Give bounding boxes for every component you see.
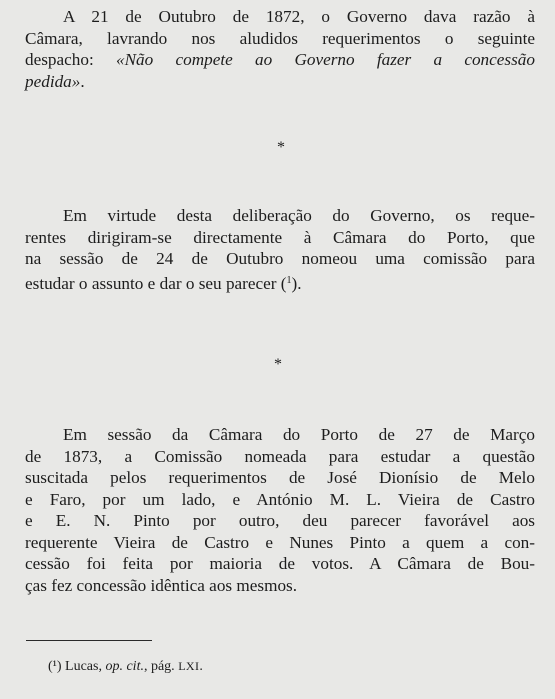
quoted-dispatch-end: pedida» [25,71,81,91]
paragraph-2-line-3: na sessão de 24 de Outubro nomeou uma comissão para [25,249,535,268]
paragraph-1-line-3: despacho: «Não compete ao Governo fazer a concessão [25,50,535,69]
paragraph-3-line-4: e Faro, por um lado, e António M. L. Vieira de Castro [25,489,535,509]
quoted-dispatch: «Não compete ao Governo fazer a concessão [115,50,535,69]
footnote-reference: 1 [286,274,292,286]
section-separator-asterisk: * [277,139,285,156]
paragraph-2-line-4: estudar o assunto e dar o seu parecer ($^1$). [25,273,302,293]
paragraph-3-line-7: cessão foi feita por maioria de votos. A Câmara de Bou- [25,554,535,573]
paragraph-3-line-8: ças fez concessão idêntica aos mesmos. [25,575,298,595]
paragraph-1-line-2: Câmara, lavrando nos aludidos requerimentos o seguinte [25,28,535,48]
paragraph-3 [25,424,535,596]
footnote-op-cit: op. cit. [105,659,144,674]
paragraph-2-line-1: Em virtude desta deliberação do Governo, os reque- [63,206,535,225]
paragraph-3-line-1: Em sessão da Câmara do Porto de 27 de Março [63,425,535,444]
footnote-author: Lucas, [65,659,106,674]
footnote-marker: (¹) [48,659,62,674]
section-separator-asterisk: * [274,356,282,373]
footnote-separator-rule [26,640,152,641]
paragraph-2 [25,205,535,294]
footnote-page-number: LXI [178,659,200,673]
footnote: (¹) Lucas, op. cit., pág. LXI. [48,659,203,674]
paragraph-3-line-2: de 1873, a Comissão nomeada para estudar a questão [25,446,535,466]
paragraph-1-line-1: A 21 de Outubro de 1872, o Governo dava razão à [63,7,535,26]
paragraph-2-line-2: rentes dirigiram-se directamente à Câmara do Porto, que [25,227,535,247]
paragraph-3-line-6: requerente Vieira de Castro e Nunes Pinto a quem a con- [25,532,535,552]
paragraph-1 [25,6,535,92]
paragraph-1-line-4: pedida». [25,71,85,91]
paragraph-3-line-3: suscitada pelos requerimentos de José Dionísio de Melo [25,468,535,487]
paragraph-3-line-5: e E. N. Pinto por outro, deu parecer favorável aos [25,511,535,530]
